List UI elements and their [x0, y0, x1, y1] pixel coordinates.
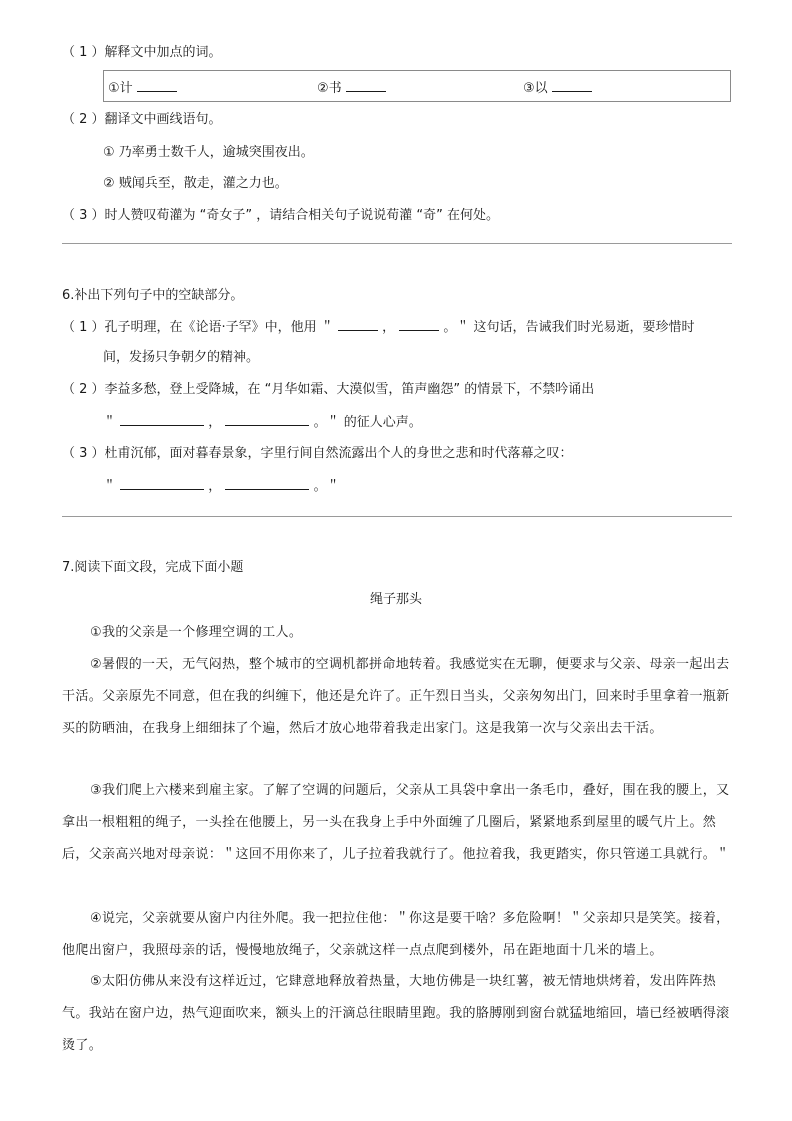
divider	[62, 243, 732, 244]
answer-blank[interactable]	[346, 78, 386, 92]
answer-blank[interactable]	[399, 317, 439, 331]
q6-sub1-comma: ，	[382, 320, 396, 335]
quote-close: 。＂ 的征人心声。	[313, 415, 422, 430]
word-definition-box	[103, 70, 731, 102]
word-item-2	[317, 78, 386, 98]
q6-sub1-text-end: 。＂ 这句话，告诫我们时光易逝，要珍惜时	[443, 320, 695, 335]
q6-sub1	[62, 317, 695, 337]
answer-blank[interactable]	[120, 476, 204, 490]
q5-sub1: （ 1 ）解释文中加点的词。	[62, 45, 222, 60]
paragraph-5: ⑤太阳仿佛从来没有这样近过，它肆意地释放着热量，大地仿佛是一块红薯，被无情地烘烤着，发出阵阵热气。我站在窗户边，热气迎面吹来，额头上的汗滴总往眼睛里跑。我的胳膊刚到窗台就猛地缩回，墙已经被晒得滚烫了。	[62, 974, 730, 1053]
q5-sub2: （ 2 ）翻译文中画线语句。	[62, 112, 222, 127]
paragraph-3: ③我们爬上六楼来到雇主家。了解了空调的问题后，父亲从工具袋中拿出一条毛巾，叠好，围在我的腰上，又拿出一根粗粗的绳子，一头拴在他腰上，另一头在我身上手中外面缠了几圈后，紧紧地系到屋里的暖气片上。然后，父亲高兴地对母亲说：＂这回不用你来了，儿子拉着我就行了。他拉着我，我更踏实，你只管递工具就行。＂	[62, 783, 730, 862]
q6-title: 6.补出下列句子中的空缺部分。	[62, 288, 244, 303]
q6-sub1-cont: 间，发扬只争朝夕的精神。	[103, 350, 260, 365]
q5-sentence-2: ② 贼闻兵至，散走，灌之力也。	[103, 176, 288, 191]
q6-sub3-comma: ，	[208, 479, 222, 494]
word-item-3	[523, 78, 592, 98]
q5-sub3: （ 3 ）时人赞叹荀灌为 “奇女子” ，请结合相关句子说说荀灌 “奇” 在何处。	[62, 208, 500, 223]
divider	[62, 516, 732, 517]
story-title: 绳子那头	[369, 592, 422, 607]
q6-sub3: （ 3 ）杜甫沉郁，面对暮春景象，字里行间自然流露出个人的身世之悲和时代落幕之叹：	[62, 446, 573, 461]
q5-sentence-1: ① 乃率勇士数千人，逾城突围夜出。	[103, 145, 314, 160]
q6-sub2: （ 2 ）李益多愁，登上受降城，在 “月华如霜、大漠似雪，笛声幽怨” 的情景下，不禁吟诵出	[62, 382, 595, 397]
paragraph-4: ④说完，父亲就要从窗户内往外爬。我一把拉住他：＂你这是要干啥？多危险啊！＂父亲却只是笑笑。接着，他爬出窗户，我照母亲的话，慢慢地放绳子，父亲就这样一点点爬到楼外，吊在距地面十几米的墙上。	[62, 911, 730, 958]
answer-blank[interactable]	[225, 476, 309, 490]
answer-blank[interactable]	[137, 78, 177, 92]
word-item-label: ③以	[523, 81, 548, 96]
word-item-label: ②书	[317, 81, 342, 96]
quote-open: ＂	[103, 415, 117, 430]
q6-sub1-text: （ 1 ）孔子明理，在《论语·子罕》中，他用 ＂	[62, 320, 334, 335]
quote-close: 。＂	[313, 479, 340, 494]
answer-blank[interactable]	[338, 317, 378, 331]
q6-sub2-answer	[103, 412, 422, 432]
quote-open: ＂	[103, 479, 117, 494]
q6-sub2-comma: ，	[208, 415, 222, 430]
word-item-1	[108, 78, 177, 98]
q7-title: 7.阅读下面文段，完成下面小题	[62, 560, 244, 575]
answer-blank[interactable]	[552, 78, 592, 92]
word-item-label: ①计	[108, 81, 133, 96]
paragraph-1: ①我的父亲是一个修理空调的工人。	[90, 625, 303, 640]
answer-blank[interactable]	[225, 412, 309, 426]
paragraph-2: ②暑假的一天，无气闷热，整个城市的空调机都拼命地转着。我感觉实在无聊，便要求与父亲、母亲一起出去干活。父亲原先不同意，但在我的纠缠下，他还是允许了。正午烈日当头，父亲匆匆出门，回来时手里拿着一瓶新买的防晒油，在我身上细细抹了个遍，然后才放心地带着我走出家门。这是我第一次与父亲出去干活。	[62, 657, 730, 736]
answer-blank[interactable]	[120, 412, 204, 426]
q6-sub3-answer	[103, 476, 340, 496]
